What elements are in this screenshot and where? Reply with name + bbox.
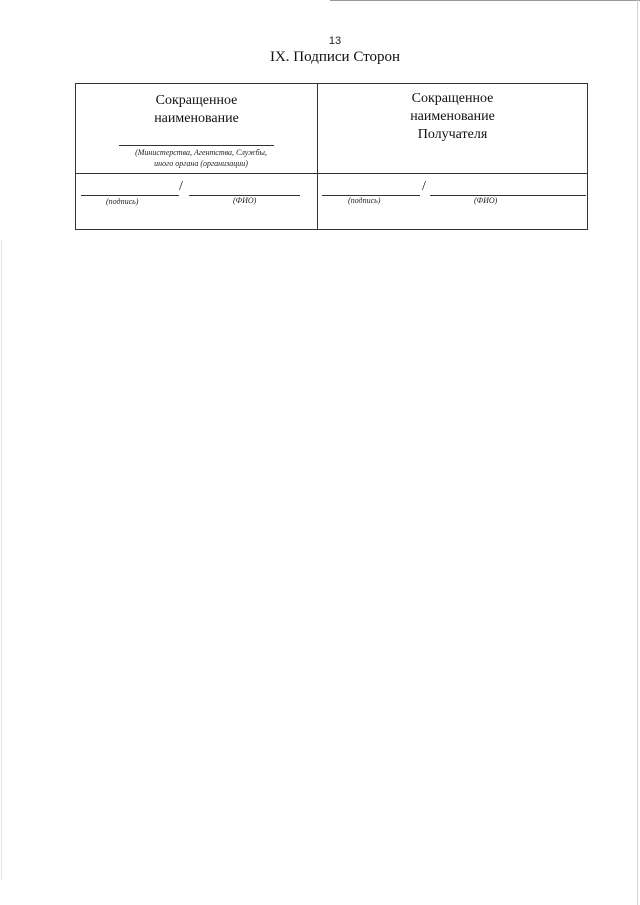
left-slash: / [179,179,183,194]
org-caption-line1: (Министерства, Агентства, Службы, [135,148,267,157]
row-divider [76,173,587,174]
right-party-title-line1: Сокращенное [411,91,494,106]
org-caption-line2: иного органа (организации) [154,159,248,168]
right-name-caption: (ФИО) [474,196,498,205]
right-slash: / [422,179,426,194]
left-party-title [76,92,317,128]
page-number: 13 [328,35,342,47]
right-signature-caption: (подпись) [348,196,381,205]
left-signature-caption: (подпись) [106,197,139,206]
org-name-line [119,145,274,146]
left-party-title-line2: наименование [154,111,239,126]
left-name-caption: (ФИО) [233,196,257,205]
left-signature-line [81,195,179,196]
scan-edge-right [637,0,638,905]
org-caption [106,147,296,169]
right-party-title-line3: Получателя [417,127,488,142]
signatures-table [75,83,588,230]
right-party-title-line2: наименование [410,109,495,124]
scan-edge-left [1,240,2,880]
left-party-title-line1: Сокращенное [155,93,238,108]
scan-edge-top [330,0,640,1]
right-party-title [318,90,587,144]
right-name-line [430,195,586,196]
section-title: IX. Подписи Сторон [269,49,401,65]
